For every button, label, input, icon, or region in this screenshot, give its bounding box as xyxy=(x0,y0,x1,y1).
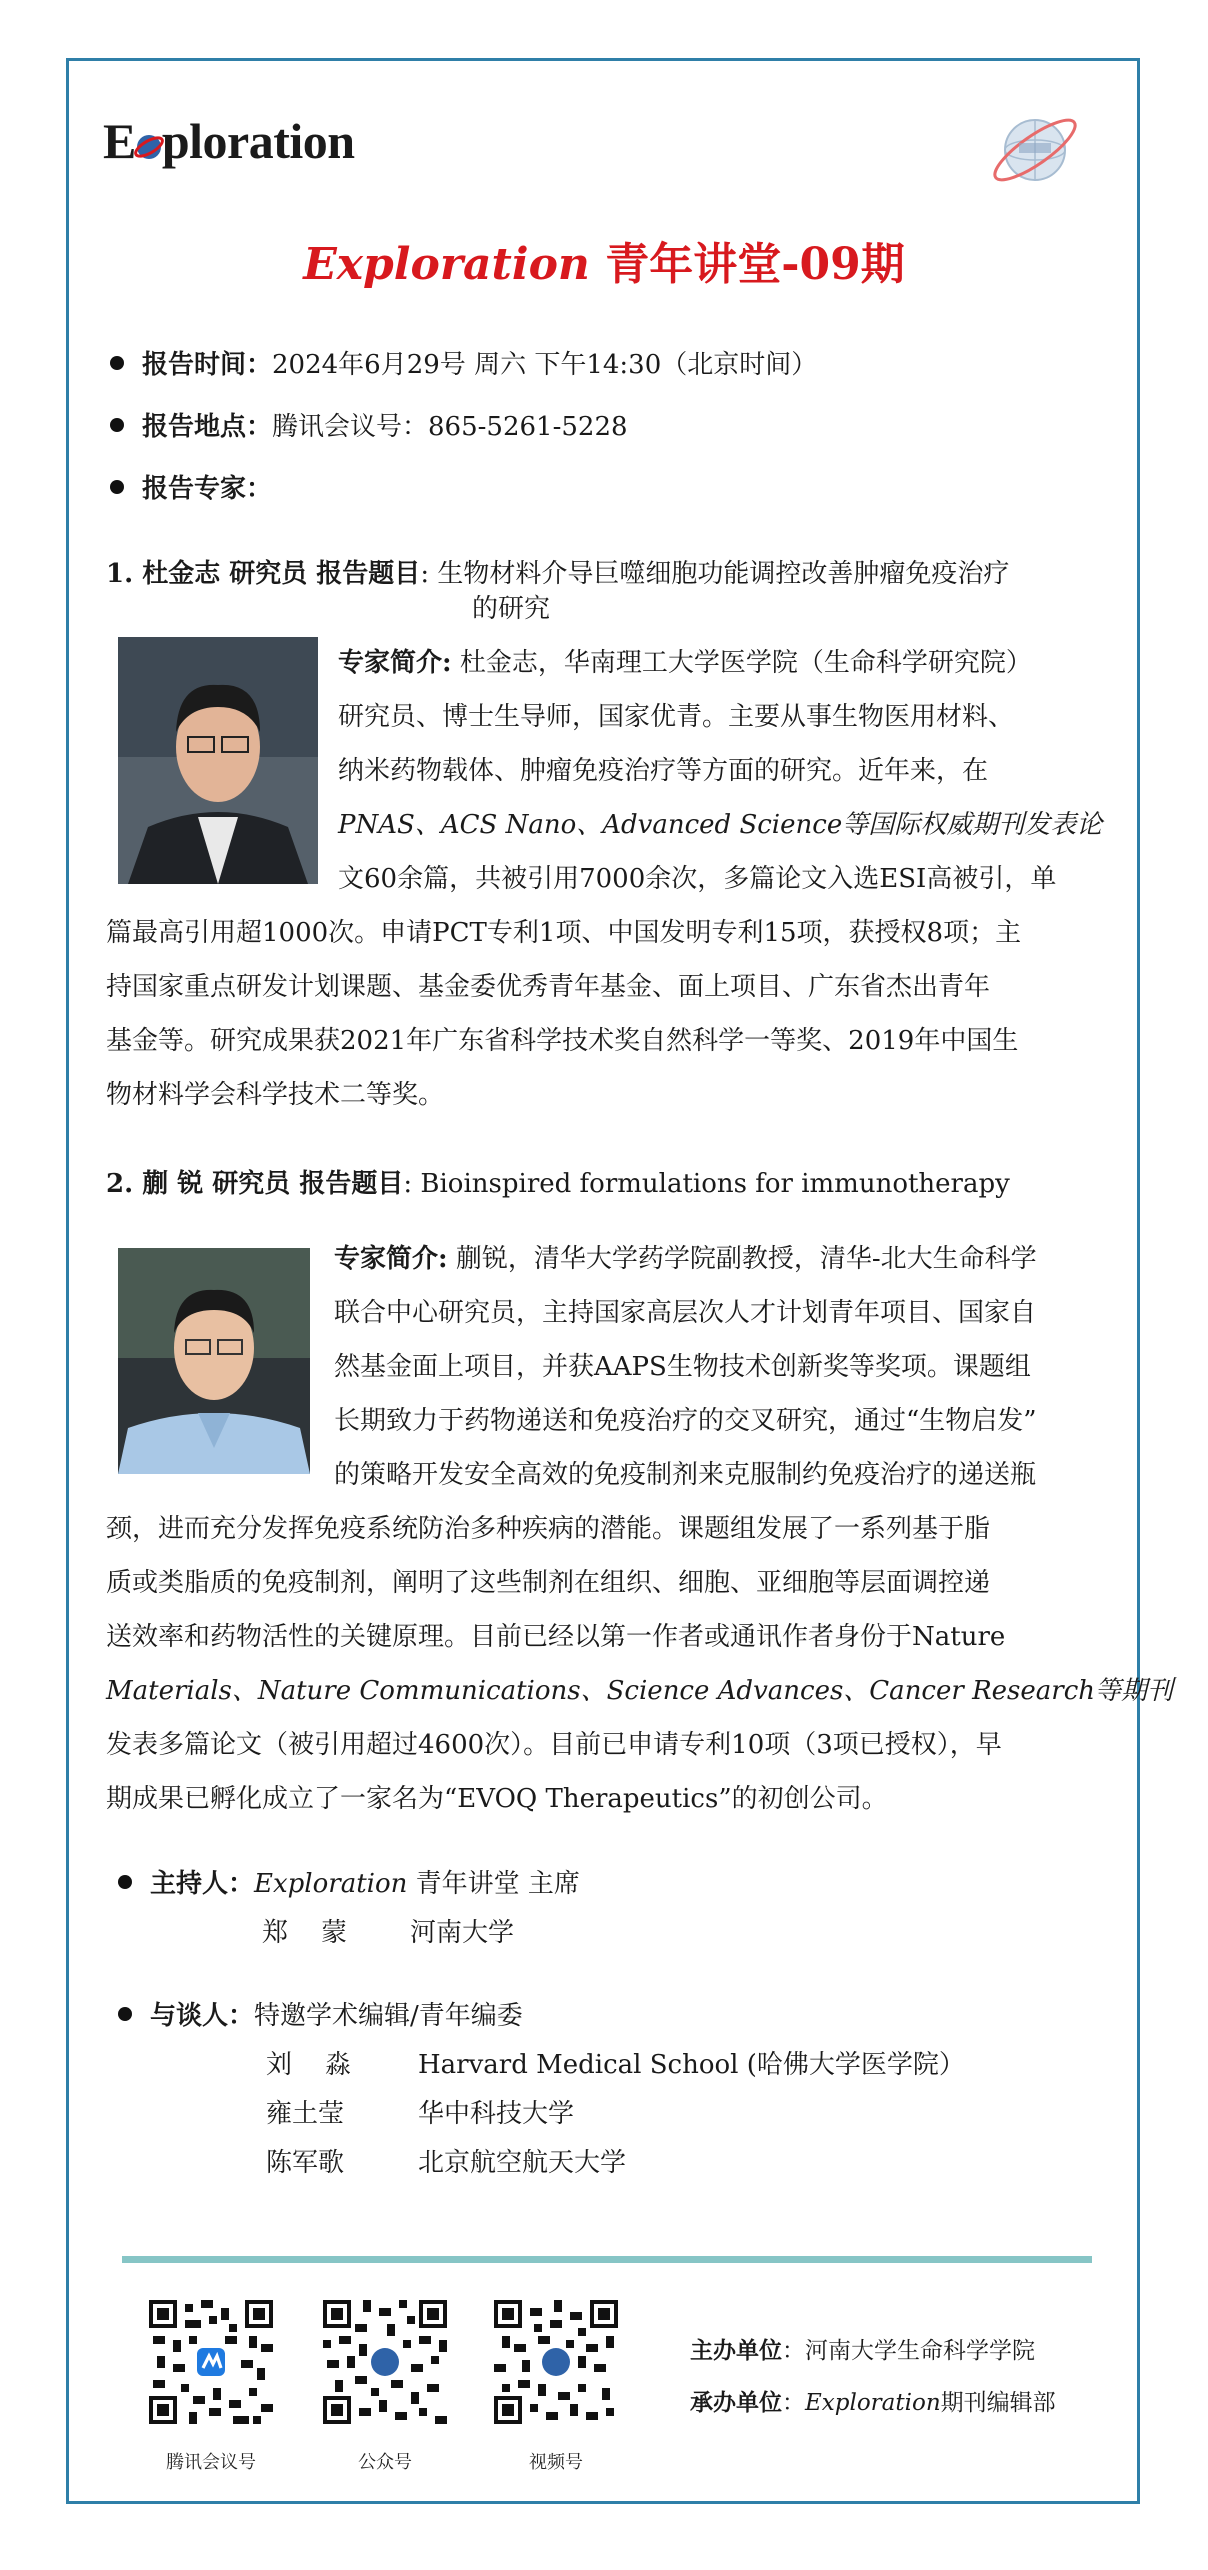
report-experts: 报告专家： xyxy=(110,468,272,505)
panel-member: 雍土莹 华中科技大学 xyxy=(266,2099,575,2129)
wechat-official-qr-icon[interactable] xyxy=(323,2300,447,2424)
panel-line: 与谈人：特邀学术编辑/青年编委 xyxy=(118,1995,523,2032)
qr-caption: 腾讯会议号 xyxy=(166,2452,256,2473)
bullet-icon xyxy=(110,418,124,432)
co-organizer: 承办单位：Exploration期刊编辑部 xyxy=(690,2389,1056,2416)
report-time: 报告时间：2024年6月29号 周六 下午14:30（北京时间） xyxy=(110,344,817,381)
speaker1-bio-bottom: 篇最高引用超1000次。申请PCT专利1项、中国发明专利15项，获授权8项；主 持国家重点研发计划课题、基金委优秀青年基金、面上项目、广东省杰出青年 基金等。研究成果获2021年广东省科学技术奖自然科学一等奖、2019年中国生 物材料学会科学技术二等奖。 xyxy=(106,918,1022,1110)
bullet-icon xyxy=(118,1875,132,1889)
speaker1-photo xyxy=(118,637,318,884)
speaker2-heading: 2. 蒯 锐 研究员 报告题目: Bioinspired formulations for immunotherapy xyxy=(106,1169,1010,1199)
speaker1-bio-top: 专家简介: 杜金志，华南理工大学医学院（生命科学研究院） 研究员、博士生导师，国家优青。主要从事生物医用材料、 纳米药物载体、肿瘤免疫治疗等方面的研究。近年来，在 PNAS、ACS Nano、Advanced Science等国际权威期刊发表论 文60余篇，共被引用7000余次，多篇论文入选ESI高被引，单 xyxy=(338,648,1103,894)
speaker2-photo xyxy=(118,1248,310,1474)
tencent-meeting-qr-icon[interactable] xyxy=(149,2300,273,2424)
speaker2-bio-top: 专家简介: 蒯锐，清华大学药学院副教授，清华-北大生命科学 联合中心研究员，主持国家高层次人才计划青年项目、国家自 然基金面上项目，并获AAPS生物技术创新奖等奖项。课题组 长期致力于药物递送和免疫治疗的交叉研究，通过“生物启发” 的策略开发安全高效的免疫制剂来克服制约免疫治疗的递送瓶 xyxy=(334,1244,1037,1490)
qr-caption: 公众号 xyxy=(358,2452,412,2473)
speaker1-heading: 1. 杜金志 研究员 报告题目: 生物材料介导巨噬细胞功能调控改善肿瘤免疫治疗 xyxy=(106,559,1010,589)
bullet-icon xyxy=(118,2007,132,2021)
report-location: 报告地点：腾讯会议号：865-5261-5228 xyxy=(110,406,628,443)
divider xyxy=(122,2256,1092,2263)
logo-globe-icon xyxy=(134,132,164,162)
qr-caption: 视频号 xyxy=(529,2452,583,2473)
host-line: 主持人：Exploration 青年讲堂 主席 xyxy=(118,1863,580,1900)
video-channel-qr-icon[interactable] xyxy=(494,2300,618,2424)
panel-member: 刘 淼 Harvard Medical School (哈佛大学医学院） xyxy=(266,2050,965,2080)
page-title: Exploration 青年讲堂-09期 xyxy=(303,239,905,290)
panel-member: 陈军歌 北京航空航天大学 xyxy=(266,2148,627,2178)
host-name: 郑 蒙 河南大学 xyxy=(262,1918,515,1948)
journal-globe-icon xyxy=(985,105,1085,190)
speaker2-bio-bottom: 颈，进而充分发挥免疫系统防治多种疾病的潜能。课题组发展了一系列基于脂 质或类脂质的免疫制剂，阐明了这些制剂在组织、细胞、亚细胞等层面调控递 送效率和药物活性的关键原理。目前已经以第一作者或通讯作者身份于Nature Materials、Nature Communications、Science Advances、Cancer Research等期刊 发表多篇论文（被引用超过4600次）。目前已申请专利10项（3项已授权），早 期成果已孵化成立了一家名为“EVOQ Therapeutics”的初创公司。 xyxy=(106,1514,1174,1814)
speaker1-topic-cont: 的研究 xyxy=(472,594,551,624)
organizer: 主办单位：河南大学生命科学学院 xyxy=(690,2337,1035,2364)
bullet-icon xyxy=(110,480,124,494)
exploration-logo: E ploration xyxy=(103,113,355,169)
bullet-icon xyxy=(110,356,124,370)
